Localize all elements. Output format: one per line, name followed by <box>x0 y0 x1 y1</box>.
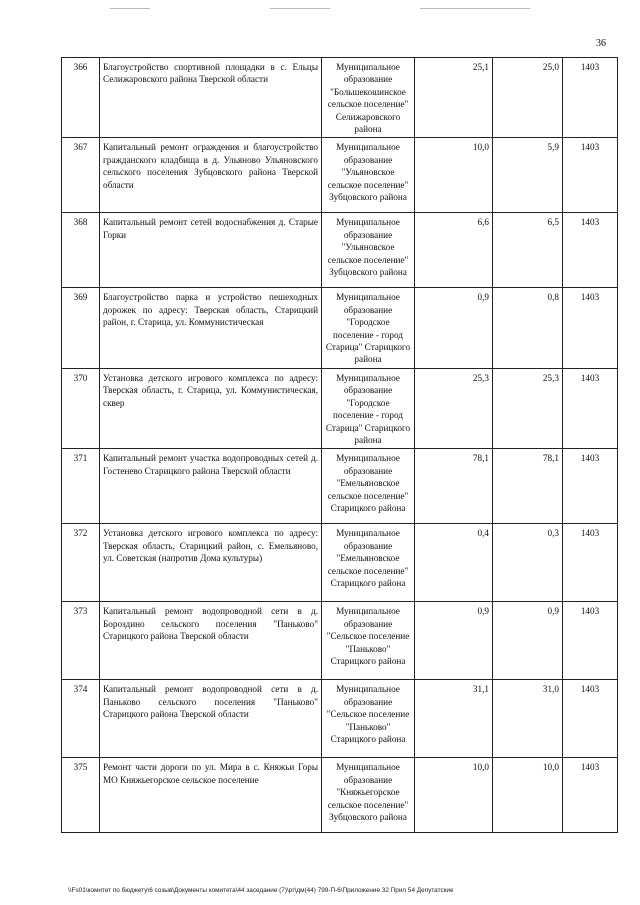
municipality: Муниципальное образование "Ульяновское сельское поселение" Зубцовского района <box>322 138 415 213</box>
table-row <box>62 213 618 288</box>
amount-planned: 0,9 <box>415 288 493 368</box>
table-row <box>62 58 618 138</box>
amount-executed: 25,3 <box>493 368 563 448</box>
amount-planned: 6,6 <box>415 213 493 288</box>
row-number: 372 <box>62 524 100 602</box>
budget-code: 1403 <box>563 138 618 213</box>
row-number: 366 <box>62 58 100 138</box>
budget-code: 1403 <box>563 758 618 833</box>
municipality: Муниципальное образование "Большекошинское сельское поселение" Селижаровского района <box>322 58 415 138</box>
projects-table <box>61 57 618 833</box>
amount-planned: 10,0 <box>415 138 493 213</box>
project-name: Установка детского игрового комплекса по адресу: Тверская область, Старицкий район, с. Емельяново, ул. Советская (напротив Дома культуры) <box>100 524 322 602</box>
amount-executed: 0,3 <box>493 524 563 602</box>
project-name: Капитальный ремонт водопроводной сети в д. Паньково сельского поселения "Паньково" Старицкого района Тверской области <box>100 680 322 758</box>
table-row <box>62 758 618 833</box>
table-row <box>62 602 618 680</box>
amount-executed: 0,8 <box>493 288 563 368</box>
scan-artifact-line <box>420 8 530 9</box>
municipality: Муниципальное образование "Городское поселение - город Старица" Старицкого района <box>322 368 415 448</box>
project-name: Ремонт части дороги по ул. Мира в с. Княжьи Горы МО Княжьегорское сельское поселение <box>100 758 322 833</box>
scan-artifact-line <box>110 8 150 9</box>
project-name: Благоустройство парка и устройство пешеходных дорожек по адресу: Тверская область, Старицкий район, г. Старица, ул. Коммунистическая <box>100 288 322 368</box>
table-row <box>62 138 618 213</box>
amount-planned: 10,0 <box>415 758 493 833</box>
table-row <box>62 680 618 758</box>
amount-executed: 6,5 <box>493 213 563 288</box>
amount-executed: 0,9 <box>493 602 563 680</box>
page-number: 36 <box>596 38 606 49</box>
scan-artifact-line <box>270 8 330 9</box>
amount-executed: 25,0 <box>493 58 563 138</box>
project-name: Установка детского игрового комплекса по адресу: Тверская область, г. Старица, ул. Коммунистическая, сквер <box>100 368 322 448</box>
municipality: Муниципальное образование "Сельское поселение "Паньково" Старицкого района <box>322 680 415 758</box>
budget-code: 1403 <box>563 213 618 288</box>
amount-executed: 78,1 <box>493 449 563 524</box>
amount-planned: 25,3 <box>415 368 493 448</box>
table-row <box>62 449 618 524</box>
document-path-footer: \\Fs01\комитет по бюджету\6 созыв\Документы комитета\44 заседание (7)\рг\дм(44) 799-П-6\Приложение 32 Прил 54 Депутатские <box>68 887 454 894</box>
project-name: Капитальный ремонт сетей водоснабжения д. Старые Горки <box>100 213 322 288</box>
municipality: Муниципальное образование "Емельяновское сельское поселение" Старицкого района <box>322 449 415 524</box>
table-row <box>62 524 618 602</box>
municipality: Муниципальное образование "Ульяновское сельское поселение" Зубцовского района <box>322 213 415 288</box>
project-name: Благоустройство спортивной площадки в с. Ельцы Селижаровского района Тверской области <box>100 58 322 138</box>
table-row <box>62 368 618 448</box>
municipality: Муниципальное образование "Городское поселение - город Старица" Старицкого района <box>322 288 415 368</box>
amount-planned: 0,4 <box>415 524 493 602</box>
row-number: 373 <box>62 602 100 680</box>
row-number: 369 <box>62 288 100 368</box>
amount-executed: 5,9 <box>493 138 563 213</box>
project-name: Капитальный ремонт ограждения и благоустройство гражданского кладбища в д. Ульяново Ульяновского сельского поселения Зубцовского района Тверской области <box>100 138 322 213</box>
row-number: 371 <box>62 449 100 524</box>
budget-code: 1403 <box>563 449 618 524</box>
budget-code: 1403 <box>563 368 618 448</box>
budget-code: 1403 <box>563 680 618 758</box>
amount-planned: 78,1 <box>415 449 493 524</box>
budget-code: 1403 <box>563 58 618 138</box>
project-name: Капитальный ремонт водопроводной сети в д. Бороздино сельского поселения "Паньково" Старицкого района Тверской области <box>100 602 322 680</box>
project-name: Капитальный ремонт участка водопроводных сетей д. Гостенево Старицкого района Тверской области <box>100 449 322 524</box>
municipality: Муниципальное образование "Сельское поселение "Паньково" Старицкого района <box>322 602 415 680</box>
amount-executed: 31,0 <box>493 680 563 758</box>
budget-code: 1403 <box>563 524 618 602</box>
row-number: 368 <box>62 213 100 288</box>
row-number: 367 <box>62 138 100 213</box>
municipality: Муниципальное образование "Княжьегорское сельское поселение" Зубцовского района <box>322 758 415 833</box>
row-number: 370 <box>62 368 100 448</box>
amount-planned: 0,9 <box>415 602 493 680</box>
amount-planned: 25,1 <box>415 58 493 138</box>
budget-code: 1403 <box>563 602 618 680</box>
row-number: 374 <box>62 680 100 758</box>
row-number: 375 <box>62 758 100 833</box>
municipality: Муниципальное образование "Емельяновское сельское поселение" Старицкого района <box>322 524 415 602</box>
budget-code: 1403 <box>563 288 618 368</box>
table-row <box>62 288 618 368</box>
amount-executed: 10,0 <box>493 758 563 833</box>
amount-planned: 31,1 <box>415 680 493 758</box>
